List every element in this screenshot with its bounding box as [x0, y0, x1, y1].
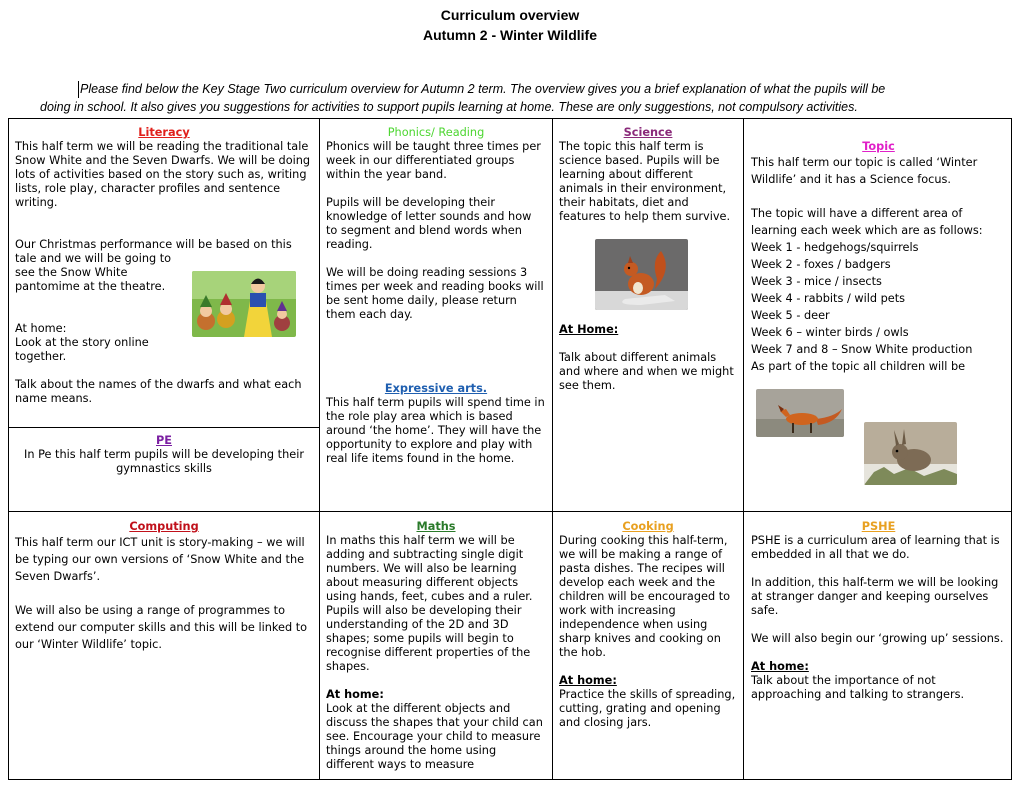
literacy-cell: [15, 126, 313, 406]
expressive-arts-cell: [326, 382, 546, 466]
science-home-cell: [559, 323, 737, 393]
page-subtitle: Autumn 2 - Winter Wildlife: [423, 27, 597, 43]
topic-week-item: Week 6 – winter birds / owls: [751, 326, 909, 339]
maths-text: In maths this half term we will be adding and subtracting single digit numbers. We will also be learning about measuring different objects using hands, feet, cubes and a ruler. Pupils will also be developing their understanding of the 2D and 3D shapes; some pupils will begin to recognise different properties of the shapes.: [326, 534, 533, 673]
literacy-performance-c: pantomime at the theatre.: [15, 280, 166, 293]
cooking-home-label: At home:: [559, 674, 617, 687]
phonics-cell: [326, 126, 546, 336]
pshe-home-label: At home:: [751, 660, 809, 673]
cooking-home-text: Practice the skills of spreading, cutting, grating and opening and closing jars.: [559, 688, 736, 729]
science-heading: Science: [623, 126, 673, 139]
science-text: The topic this half term is science based. Pupils will be learning about different animals in their environment, their habitats, diet and features to help them survive.: [559, 140, 731, 223]
computing-heading: Computing: [129, 520, 199, 533]
topic-week-item: Week 2 - foxes / badgers: [751, 258, 891, 271]
pshe-text-2: In addition, this half-term we will be looking at stranger danger and keeping ourselves safe.: [751, 576, 999, 617]
text-cursor: [78, 81, 79, 98]
pe-heading: PE: [156, 434, 172, 447]
pshe-text-1: PSHE is a curriculum area of learning that is embedded in all that we do.: [751, 534, 1000, 561]
maths-heading: Maths: [416, 520, 456, 533]
column-divider-2: [552, 118, 553, 780]
column-divider-3: [743, 118, 744, 780]
maths-cell: [326, 520, 546, 772]
maths-home-text: Look at the different objects and discuss the shapes that your child can see. Encourage your child to measure things around the home using different ways to measure: [326, 702, 543, 771]
topic-week-item: As part of the topic all children will be: [751, 360, 966, 373]
topic-text-1: This half term our topic is called ‘Winter Wildlife’ and it has a Science focus.: [751, 156, 978, 186]
literacy-dwarfs-text: Talk about the names of the dwarfs and what each name means.: [15, 378, 302, 405]
column-divider-1: [319, 118, 320, 780]
cooking-text: During cooking this half-term, we will be making a range of pasta dishes. The recipes will develop each week and the children will be encouraged to work with increasing independence when using sharp knives and cooking on the hob.: [559, 534, 731, 659]
pe-divider: [8, 427, 320, 428]
computing-text-2: We will also be using a range of programmes to extend our computer skills and this will be linked to our ‘Winter Wildlife’ topic.: [15, 604, 308, 651]
topic-week-item: Week 7 and 8 – Snow White production: [751, 343, 973, 356]
intro-line-1: Please find below the Key Stage Two curriculum overview for Autumn 2 term. The overview gives you a brief explanation of what the pupils will be: [80, 82, 886, 96]
computing-cell: [15, 520, 313, 653]
pshe-cell: [751, 520, 1006, 702]
pshe-heading: PSHE: [861, 520, 896, 533]
intro-line-2: doing in school. It also gives you suggestions for activities to support pupils learning at home. These are only suggestions, not compulsory activities.: [40, 100, 858, 114]
maths-home-label: At home:: [326, 688, 384, 701]
pe-text: In Pe this half term pupils will be developing their gymnastics skills: [23, 448, 305, 475]
cooking-cell: [559, 520, 737, 730]
pe-cell: [15, 434, 313, 476]
topic-week-item: Week 1 - hedgehogs/squirrels: [751, 241, 919, 254]
topic-week-item: Week 5 - deer: [751, 309, 830, 322]
topic-heading: Topic: [862, 140, 895, 153]
literacy-text: This half term we will be reading the traditional tale Snow White and the Seven Dwarfs. We will be doing lots of activities based on the story such as, writing lists, role play, character profiles and sentence writing.: [15, 140, 311, 209]
red-squirrel-image: [595, 239, 688, 310]
table-row-divider: [8, 511, 1012, 512]
topic-week-item: Week 3 - mice / insects: [751, 275, 882, 288]
computing-text-1: This half term our ICT unit is story-making – we will be typing our own versions of ‘Snow White and the Seven Dwarfs’.: [15, 536, 305, 583]
phonics-text-3: We will be doing reading sessions 3 times per week and reading books will be sent home daily, please return them each day.: [326, 266, 544, 321]
science-home-label: At Home:: [559, 323, 619, 336]
expressive-arts-heading: Expressive arts.: [384, 382, 488, 395]
pshe-home-text: Talk about the importance of not approaching and talking to strangers.: [751, 674, 965, 701]
science-cell: [559, 126, 737, 224]
cooking-heading: Cooking: [622, 520, 674, 533]
topic-cell: [751, 141, 1006, 375]
snow-white-dwarfs-image: [192, 271, 296, 337]
literacy-home-label: At home:: [15, 322, 67, 335]
expressive-arts-text: This half term pupils will spend time in the role play area which is based around ‘the home’. They will have the opportunity to explore and play with real life items found in the home.: [326, 396, 545, 465]
literacy-home-2: together.: [15, 350, 67, 363]
rabbit-image: [864, 422, 957, 485]
topic-week-item: Week 4 - rabbits / wild pets: [751, 292, 906, 305]
phonics-text-2: Pupils will be developing their knowledge of letter sounds and how to segment and blend words when reading.: [326, 196, 532, 251]
literacy-performance-b: see the Snow White: [15, 266, 128, 279]
fox-image: [756, 389, 844, 437]
literacy-performance-a: Our Christmas performance will be based on this tale and we will be going to: [15, 238, 292, 265]
pshe-text-3: We will also begin our ‘growing up’ sessions.: [751, 632, 1004, 645]
phonics-text-1: Phonics will be taught three times per week in our differentiated groups within the year band.: [326, 140, 541, 181]
science-home-text: Talk about different animals and where and when we might see them.: [559, 351, 734, 392]
literacy-heading: Literacy: [138, 126, 190, 139]
phonics-heading: Phonics/ Reading: [387, 126, 485, 139]
topic-text-2: The topic will have a different area of learning each week which are as follows:: [751, 207, 983, 237]
literacy-home-1: Look at the story online: [15, 336, 149, 349]
page-title: Curriculum overview: [440, 7, 580, 23]
